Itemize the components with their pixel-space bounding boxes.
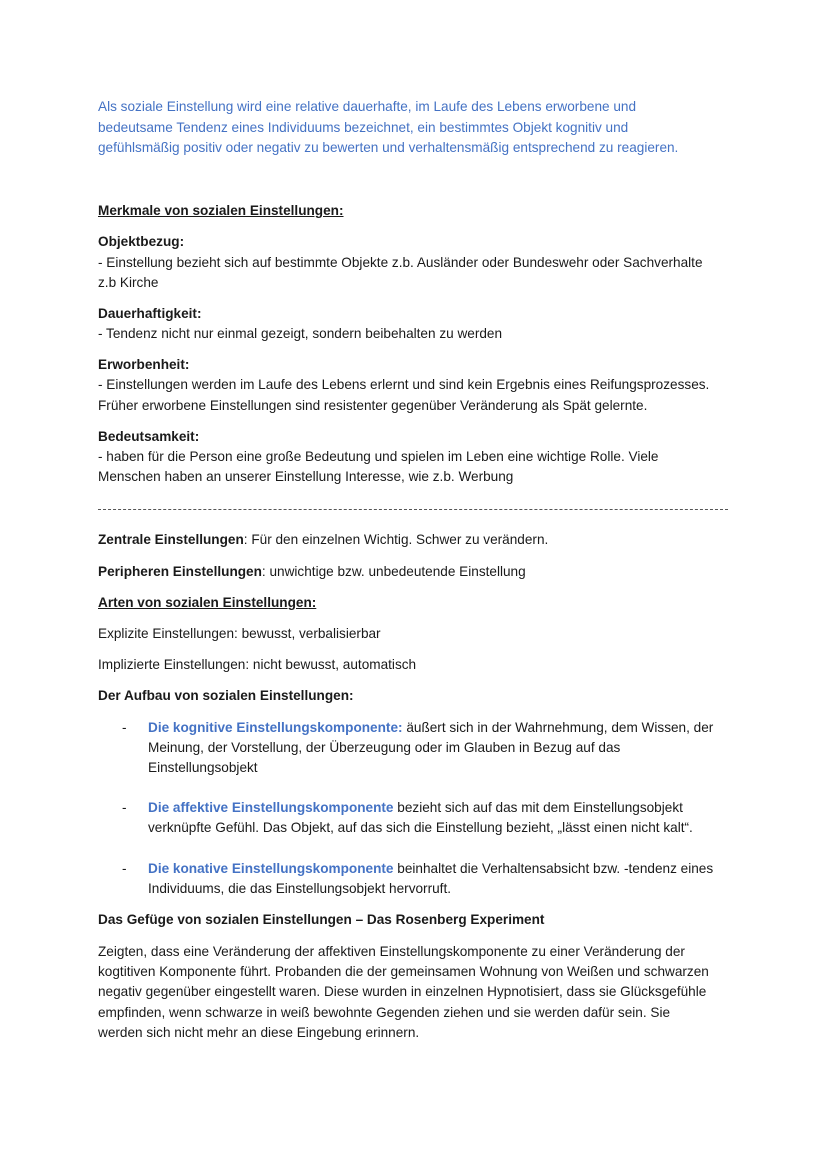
intro-line: Als soziale Einstellung wird eine relative dauerhafte, im Laufe des Lebens erworbene und: [98, 99, 637, 114]
intro-line: bedeutsame Tendenz eines Individuums bezeichnet, ein bestimmtes Objekt kognitiv und: [98, 120, 629, 135]
kognitiv-text: äußert sich in der Wahrnehmung, dem Wissen, der: [402, 720, 714, 735]
affektiv-text: verknüpfte Gefühl. Das Objekt, auf das sich die Einstellung bezieht, „lässt einen nicht kalt“.: [148, 820, 693, 835]
affektiv-text: bezieht sich auf das mit dem Einstellungsobjekt: [393, 800, 683, 815]
bullet-dash: -: [122, 800, 127, 815]
objektbezug-text: z.b Kirche: [98, 275, 159, 290]
bedeutsamkeit-title: Bedeutsamkeit:: [98, 429, 200, 444]
erworbenheit-title: Erworbenheit:: [98, 357, 190, 372]
bedeutsamkeit-text: - haben für die Person eine große Bedeutung und spielen im Leben eine wichtige Rolle. Viele: [98, 449, 659, 464]
objektbezug-text: - Einstellung bezieht sich auf bestimmte Objekte z.b. Ausländer oder Bundeswehr oder Sachverhalte: [98, 255, 703, 270]
zentrale-label: Zentrale Einstellungen: [98, 532, 244, 547]
affektiv-label: Die affektive Einstellungskomponente: [148, 800, 394, 815]
bedeutsamkeit-text: Menschen haben an unserer Einstellung Interesse, wie z.b. Werbung: [98, 469, 514, 484]
kognitiv-label: Die kognitive Einstellungskomponente:: [148, 720, 403, 735]
affektiv-line: [148, 798, 683, 818]
merkmale-heading: Merkmale von sozialen Einstellungen:: [98, 203, 344, 218]
arten-heading: Arten von sozialen Einstellungen:: [98, 595, 317, 610]
erworbenheit-text: Früher erworbene Einstellungen sind resistenter gegenüber Veränderung als Spät gelernte.: [98, 398, 648, 413]
aufbau-heading: Der Aufbau von sozialen Einstellungen:: [98, 688, 354, 703]
periphere-text: : unwichtige bzw. unbedeutende Einstellung: [261, 564, 526, 579]
kognitiv-text: Einstellungsobjekt: [148, 760, 258, 775]
bullet-dash: -: [122, 861, 127, 876]
implizit-text: Implizierte Einstellungen: nicht bewusst, automatisch: [98, 657, 417, 672]
dauerhaftigkeit-title: Dauerhaftigkeit:: [98, 306, 202, 321]
rosenberg-text: Zeigten, dass eine Veränderung der affektiven Einstellungskomponente zu einer Veränderung der: [98, 944, 685, 959]
kognitiv-line: [148, 718, 713, 738]
konativ-text: beinhaltet die Verhaltensabsicht bzw. -tendenz eines: [393, 861, 714, 876]
bullet-dash: -: [122, 720, 127, 735]
intro-line: gefühlsmäßig positiv oder negativ zu bewerten und verhaltensmäßig entsprechend zu reagieren.: [98, 140, 679, 155]
periphere-einstellungen: [98, 562, 526, 582]
rosenberg-text: empfinden, wenn schwarze in weiß bewohnte Gegenden ziehen und sie werden dafür sein. Sie: [98, 1005, 671, 1020]
konativ-label: Die konative Einstellungskomponente: [148, 861, 394, 876]
konativ-line: [148, 859, 713, 879]
rosenberg-text: werden sich nicht mehr an diese Eingebung erinnern.: [98, 1025, 420, 1040]
explizit-text: Explizite Einstellungen: bewusst, verbalisierbar: [98, 626, 381, 641]
kognitiv-text: Meinung, der Vorstellung, der Überzeugung oder im Glauben in Bezug auf das: [148, 740, 621, 755]
dauerhaftigkeit-text: - Tendenz nicht nur einmal gezeigt, sondern beibehalten zu werden: [98, 326, 503, 341]
zentrale-einstellungen: [98, 530, 548, 550]
objektbezug-title: Objektbezug:: [98, 234, 185, 249]
zentrale-text: : Für den einzelnen Wichtig. Schwer zu verändern.: [243, 532, 549, 547]
periphere-label: Peripheren Einstellungen: [98, 564, 262, 579]
rosenberg-text: negativ gegenüber eingestellt waren. Diese wurden in einzelnen Hypnotisiert, dass sie Glücksgefühle: [98, 984, 707, 999]
erworbenheit-text: - Einstellungen werden im Laufe des Lebens erlernt und sind kein Ergebnis eines Reifungsprozesses.: [98, 377, 710, 392]
rosenberg-text: kogtitiven Komponente führt. Probanden die der gemeinsamen Wohnung von Weißen und schwarzen: [98, 964, 709, 979]
rosenberg-heading: Das Gefüge von sozialen Einstellungen – Das Rosenberg Experiment: [98, 912, 545, 927]
dashed-divider: [98, 509, 728, 510]
konativ-text: Individuums, die das Einstellungsobjekt hervorruft.: [148, 881, 451, 896]
